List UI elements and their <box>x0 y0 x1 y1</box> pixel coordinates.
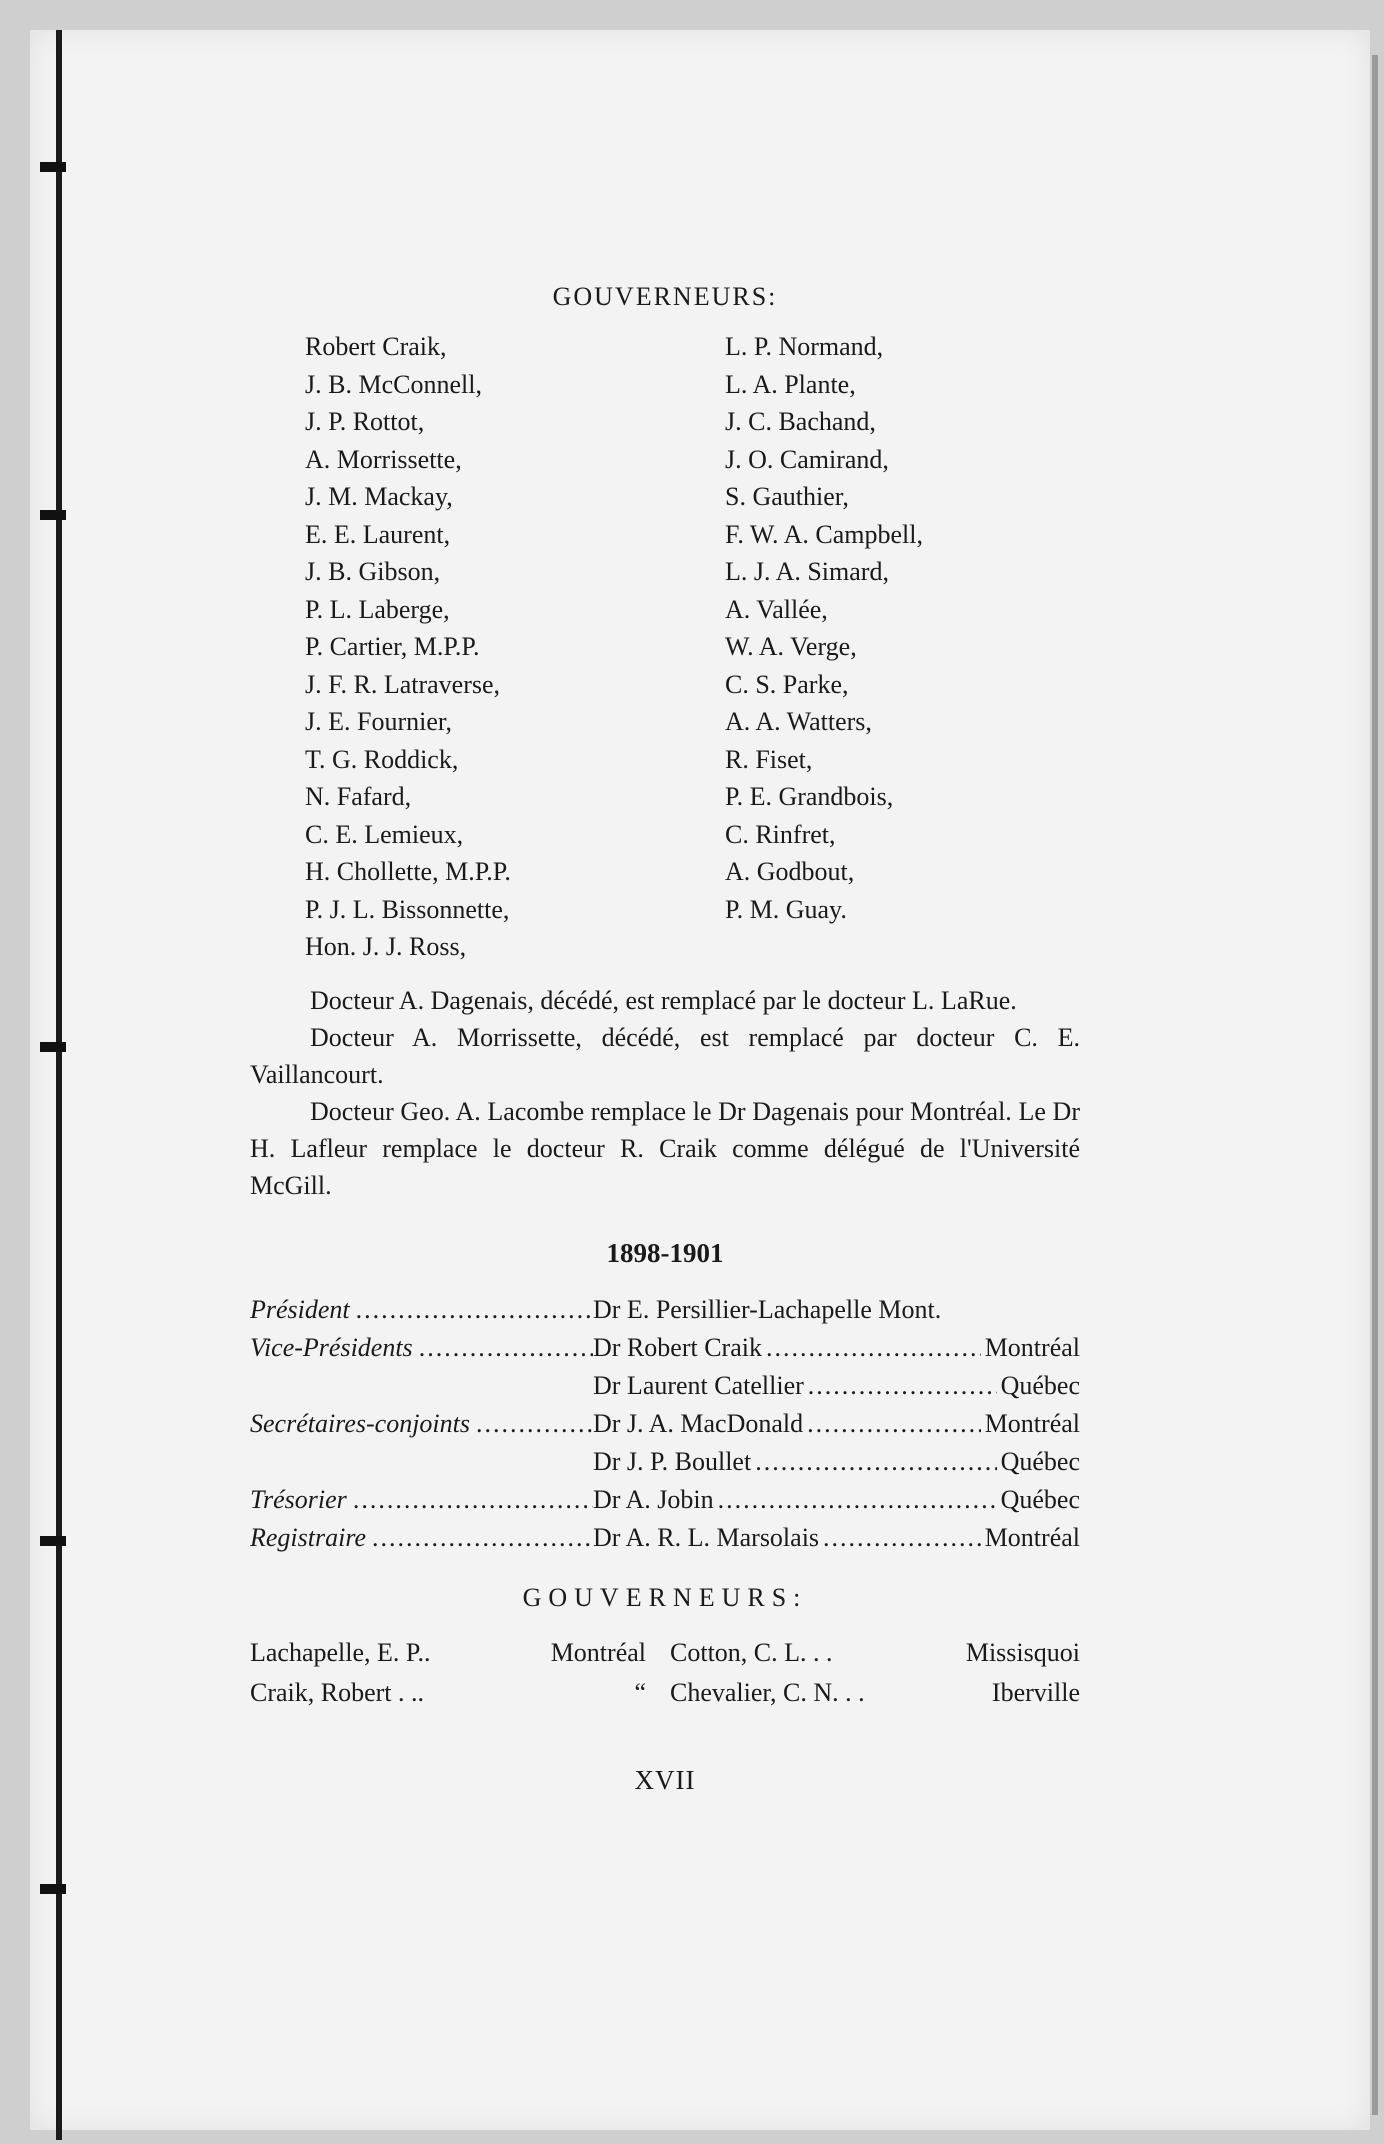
replacement-notes <box>250 982 1080 1204</box>
officer-row <box>250 1481 1080 1519</box>
officer-name: Dr E. Persillier-Lachapelle Mont. <box>593 1294 942 1324</box>
officer-place: Québec <box>1000 1446 1080 1476</box>
binding-clip <box>40 1884 66 1894</box>
governor-name: Chevalier, C. N. . . <box>670 1677 865 1707</box>
governor-name: S. Gauthier, <box>725 482 849 511</box>
page-content <box>250 282 1080 1796</box>
governor-place: Iberville <box>991 1677 1080 1707</box>
governor-name: L. A. Plante, <box>725 369 856 399</box>
governor-name: J. B. Gibson, <box>305 557 441 586</box>
officer-row <box>250 1367 1080 1405</box>
governor-place: “ <box>634 1677 646 1707</box>
dot-leader <box>808 1367 997 1405</box>
governors-2-list <box>250 1633 1080 1713</box>
officer-row <box>250 1329 1080 1367</box>
governor-name: P. Cartier, M.P.P. <box>305 632 480 661</box>
governor-name: A. Vallée, <box>725 594 828 624</box>
governor-name: L. P. Normand, <box>725 332 884 361</box>
governors-list <box>250 328 1080 966</box>
governor-name: F. W. A. Campbell, <box>725 519 923 549</box>
governor-name: Lachapelle, E. P.. <box>250 1637 431 1667</box>
officer-entry <box>593 1367 1080 1405</box>
officer-row <box>250 1519 1080 1557</box>
officer-title <box>250 1329 593 1367</box>
governor-name: A. Morrissette, <box>305 444 462 474</box>
governor-name: J. B. McConnell, <box>305 369 482 399</box>
governors-heading-2: GOUVERNEURS: <box>522 1582 808 1612</box>
officer-title-text: Secrétaires-conjoints <box>250 1408 470 1438</box>
governor-2-left <box>250 1633 670 1673</box>
governor-name: P. L. Laberge, <box>305 594 450 624</box>
governor-name: J. C. Bachand, <box>725 407 876 436</box>
note-paragraph: Docteur Geo. A. Lacombe remplace le Dr Dagenais pour Montréal. Le Dr H. Lafleur remplace le docteur R. Craik comme délégué de l'Université McGill. <box>250 1096 1080 1200</box>
dot-leader <box>353 1481 593 1519</box>
officer-title-text: Trésorier <box>250 1484 347 1514</box>
officer-place: Montréal <box>984 1332 1080 1362</box>
officer-place: Québec <box>1000 1370 1080 1400</box>
officer-title <box>250 1519 593 1557</box>
officer-entry <box>593 1405 1080 1443</box>
governor-name: E. E. Laurent, <box>305 519 451 549</box>
officer-entry <box>593 1443 1080 1481</box>
officer-title-text: Président <box>250 1294 350 1324</box>
officer-row <box>250 1405 1080 1443</box>
governor-name: J. M. Mackay, <box>305 482 453 511</box>
governor-name: P. E. Grandbois, <box>725 782 894 811</box>
governor-name: C. E. Lemieux, <box>305 819 464 849</box>
officer-title <box>250 1481 593 1519</box>
governor-name: W. A. Verge, <box>725 632 857 661</box>
governor-name: A. A. Watters, <box>725 707 872 736</box>
officer-entry <box>593 1291 1080 1329</box>
binding-spine <box>56 30 62 2140</box>
governor-name: J. E. Fournier, <box>305 707 452 736</box>
officer-title-text: Vice-Présidents <box>250 1332 413 1362</box>
officer-name: Dr A. Jobin <box>593 1484 714 1514</box>
governor-name: L. J. A. Simard, <box>725 557 889 586</box>
governor-name: Hon. J. J. Ross, <box>305 932 467 961</box>
governor-name: P. M. Guay. <box>725 894 847 924</box>
officers-list <box>250 1291 1080 1557</box>
note-paragraph: Docteur A. Dagenais, décédé, est remplacé par le docteur L. LaRue. <box>310 985 1017 1015</box>
officer-entry <box>593 1481 1080 1519</box>
dot-leader <box>823 1519 981 1557</box>
officer-name: Dr Laurent Catellier <box>593 1370 804 1400</box>
dot-leader <box>476 1405 593 1443</box>
governor-name: N. Fafard, <box>305 782 412 811</box>
governor-name: J. P. Rottot, <box>305 407 425 436</box>
governor-name: Cotton, C. L. . . <box>670 1637 833 1667</box>
governor-2-row <box>250 1633 1080 1673</box>
governor-name: A. Godbout, <box>725 857 855 886</box>
governors-section-2 <box>250 1583 1080 1713</box>
officer-place: Montréal <box>984 1522 1080 1552</box>
dot-leader <box>766 1329 981 1367</box>
governor-name: P. J. L. Bissonnette, <box>305 894 510 924</box>
officer-title <box>250 1405 593 1443</box>
governor-2-row <box>250 1673 1080 1713</box>
page-edge-shadow <box>1372 55 1378 2115</box>
officer-place: Montréal <box>984 1408 1080 1438</box>
governor-name: H. Chollette, M.P.P. <box>305 857 511 886</box>
dot-leader <box>807 1405 981 1443</box>
dot-leader <box>718 1481 997 1519</box>
governor-place: Missisquoi <box>965 1637 1080 1667</box>
officer-entry <box>593 1329 1080 1367</box>
governor-2-right <box>670 1633 1080 1673</box>
dot-leader <box>419 1329 593 1367</box>
governor-name: J. F. R. Latraverse, <box>305 669 501 699</box>
binding-clip <box>40 1042 66 1052</box>
officer-place: Québec <box>1000 1484 1080 1514</box>
officer-title <box>250 1291 593 1329</box>
officer-title-text: Registraire <box>250 1522 367 1552</box>
officer-entry <box>593 1519 1080 1557</box>
officer-row <box>250 1443 1080 1481</box>
governor-place: Montréal <box>550 1637 646 1667</box>
governor-2-right <box>670 1673 1080 1713</box>
officer-name: Dr J. P. Boullet <box>593 1446 752 1476</box>
binding-clip <box>40 510 66 520</box>
dot-leader <box>372 1519 593 1557</box>
governor-name: C. Rinfret, <box>725 819 836 849</box>
officer-row <box>250 1291 1080 1329</box>
governor-2-left <box>250 1673 670 1713</box>
note-paragraph: Docteur A. Morrissette, décédé, est remplacé par docteur C. E. Vaillancourt. <box>250 1022 1080 1089</box>
governor-name: Craik, Robert . .. <box>250 1677 425 1707</box>
governors-column-1 <box>305 328 725 966</box>
governor-name: Robert Craik, <box>305 332 447 361</box>
officer-name: Dr J. A. MacDonald <box>593 1408 804 1438</box>
governor-name: R. Fiset, <box>725 744 813 774</box>
binding-clip <box>40 1536 66 1546</box>
binding-clip <box>40 162 66 172</box>
officer-name: Dr A. R. L. Marsolais <box>593 1522 820 1552</box>
governor-name: C. S. Parke, <box>725 669 849 699</box>
page-number: XVII <box>634 1764 696 1795</box>
governor-name: J. O. Camirand, <box>725 444 889 474</box>
dot-leader <box>755 1443 996 1481</box>
governors-heading: GOUVERNEURS: <box>552 282 778 311</box>
officer-name: Dr Robert Craik <box>593 1332 762 1362</box>
dot-leader <box>356 1291 593 1329</box>
governors-column-2 <box>725 328 1065 966</box>
governor-name: T. G. Roddick, <box>305 744 459 774</box>
term-years-heading: 1898-1901 <box>606 1237 724 1268</box>
